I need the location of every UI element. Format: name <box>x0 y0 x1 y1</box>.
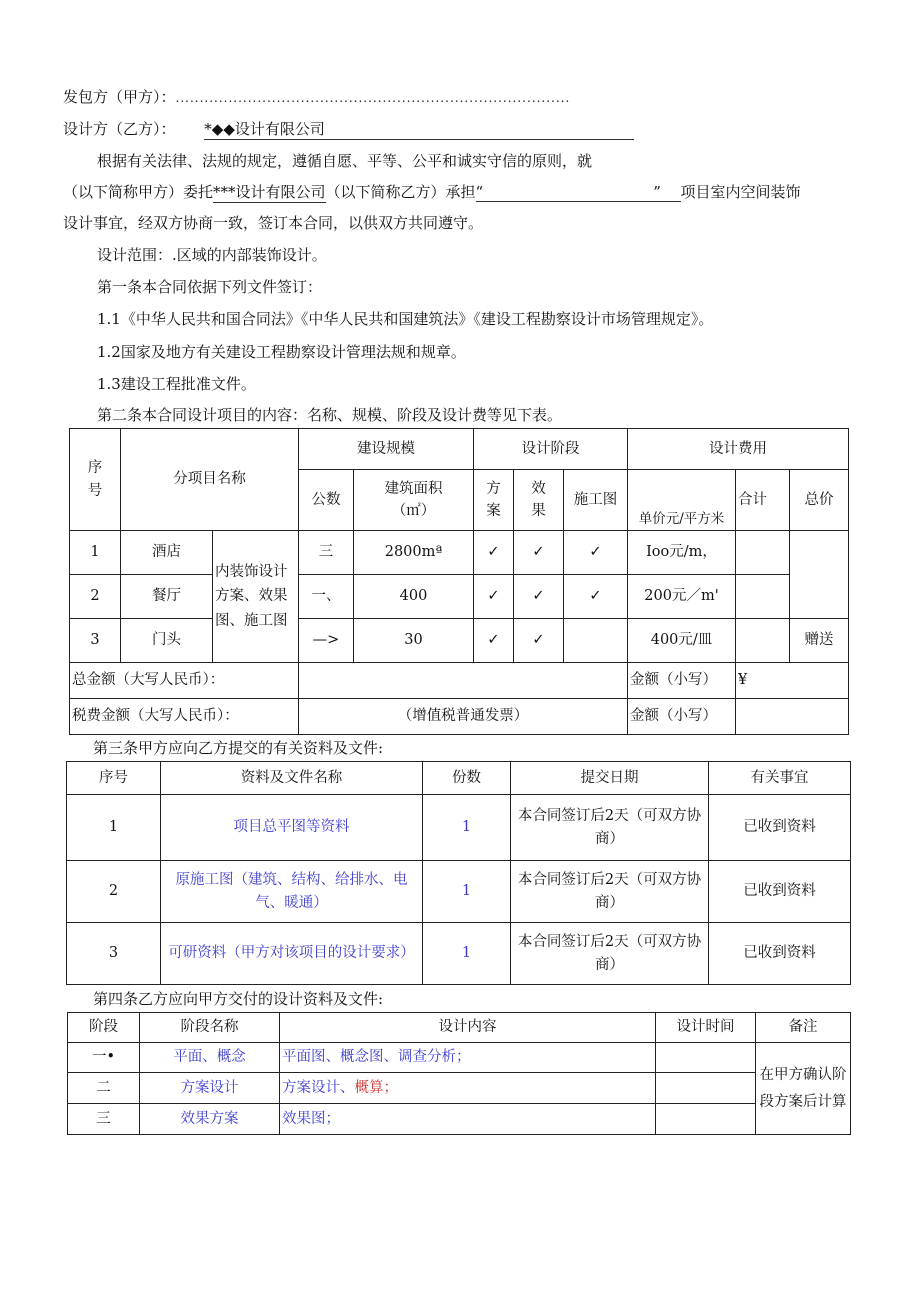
intro-line-2b: （以下简称乙方）承担 <box>325 183 476 201</box>
row-note: 已收到资料 <box>709 795 851 861</box>
row-date: 本合同签订后2天（可双方协商） <box>511 861 709 923</box>
th-stage-name: 阶段名称 <box>140 1013 280 1043</box>
th-time: 设计时间 <box>656 1013 756 1043</box>
check-icon: ✓ <box>514 531 564 575</box>
table-row <box>67 795 851 861</box>
row-stage: 三 <box>68 1104 140 1135</box>
intro-line-2 <box>63 181 801 203</box>
th-stage: 设计阶段 <box>474 429 628 470</box>
row-sum <box>736 619 790 663</box>
row-count: —> <box>299 619 354 663</box>
th-area: 建筑面积（㎡） <box>354 470 474 531</box>
th-note: 有关事宜 <box>709 762 851 795</box>
article-1-3: 1.3建设工程批准文件。 <box>97 375 256 393</box>
row-area: 30 <box>354 619 474 663</box>
row-time <box>656 1104 756 1135</box>
party-b-label: 设计方（乙方）： <box>63 120 176 138</box>
row-unit: 400元/皿 <box>628 619 736 663</box>
tax-amount-label: 税费金额（大写人民币）： <box>70 699 299 735</box>
th-content: 设计内容 <box>280 1013 656 1043</box>
article-4-title: 第四条乙方应向甲方交付的设计资料及文件: <box>93 990 384 1008</box>
row-seq: 3 <box>70 619 121 663</box>
th-doc-name: 资料及文件名称 <box>161 762 423 795</box>
row-stage: 二 <box>68 1073 140 1104</box>
th-count: 公数 <box>299 470 354 531</box>
row-time <box>656 1043 756 1073</box>
row-note: 已收到资料 <box>709 923 851 985</box>
design-scope: 设计范围：.区域的内部装饰设计。 <box>97 246 327 264</box>
row-count: 一、 <box>299 575 354 619</box>
row-stage-name: 方案设计 <box>140 1073 280 1104</box>
article-1-2: 1.2国家及地方有关建设工程勘察设计管理法规和规章。 <box>97 343 466 361</box>
scope-text: 内装饰设计方案、效果图、施工图 <box>213 531 299 663</box>
party-a-blank: .................................................................................. <box>175 91 571 105</box>
table-row <box>68 1104 851 1135</box>
row-content: 平面图、概念图、调查分析； <box>280 1043 656 1073</box>
th-scale: 建设规模 <box>299 429 474 470</box>
intro-line-2c: 项目室内空间装饰 <box>680 183 801 201</box>
th-total: 总价 <box>790 470 849 531</box>
th-effect: 效果 <box>514 470 564 531</box>
row-name: 门头 <box>121 619 213 663</box>
party-a-line <box>63 86 570 107</box>
table-row <box>70 619 849 663</box>
th-copies: 份数 <box>423 762 511 795</box>
check-icon: ✓ <box>564 531 628 575</box>
row-sum <box>736 531 790 575</box>
row-seq: 1 <box>70 531 121 575</box>
project-name-blank: “ ” <box>476 183 681 202</box>
row-construct <box>564 619 628 663</box>
check-icon: ✓ <box>474 619 514 663</box>
th-remark: 备注 <box>756 1013 851 1043</box>
row-sum <box>736 575 790 619</box>
th-seq: 序号 <box>70 429 121 531</box>
row-count: 三 <box>299 531 354 575</box>
table-row <box>70 575 849 619</box>
row-name: 餐厅 <box>121 575 213 619</box>
row-copies: 1 <box>423 861 511 923</box>
article-1-1: 1.1《中华人民共和国合同法》《中华人民共和国建筑法》《建设工程勘察设计市场管理规定》。 <box>97 310 714 328</box>
row-doc-name: 可研资料（甲方对该项目的设计要求） <box>161 923 423 985</box>
article-1-title: 第一条本合同依据下列文件签订： <box>97 278 323 296</box>
party-b-deliverables-table <box>67 1012 851 1135</box>
row-note: 已收到资料 <box>709 861 851 923</box>
row-seq: 3 <box>67 923 161 985</box>
row-stage-name: 效果方案 <box>140 1104 280 1135</box>
row-seq: 2 <box>70 575 121 619</box>
row-time <box>656 1073 756 1104</box>
row-date: 本合同签订后2天（可双方协商） <box>511 923 709 985</box>
th-sum: 合计 <box>736 470 790 531</box>
table-row <box>70 531 849 575</box>
row-seq: 2 <box>67 861 161 923</box>
intro-line-2a: （以下简称甲方）委托 <box>63 183 214 201</box>
row-unit: 200元／m' <box>628 575 736 619</box>
row-area: 400 <box>354 575 474 619</box>
row-content: 效果图； <box>280 1104 656 1135</box>
row-seq: 1 <box>67 795 161 861</box>
th-plan: 方案 <box>474 470 514 531</box>
th-date: 提交日期 <box>511 762 709 795</box>
row-stage-name: 平面、概念 <box>140 1043 280 1073</box>
party-b-value: *◆◆设计有限公司 <box>204 118 634 140</box>
th-stage: 阶段 <box>68 1013 140 1043</box>
table-row <box>68 1073 851 1104</box>
th-name: 分项目名称 <box>121 429 299 531</box>
row-copies: 1 <box>423 923 511 985</box>
check-icon: ✓ <box>474 575 514 619</box>
party-b-line <box>63 118 634 140</box>
tax-small-value <box>736 699 849 735</box>
total-amount-label: 总金额（大写人民币）： <box>70 663 299 699</box>
row-name: 酒店 <box>121 531 213 575</box>
article-2-title: 第二条本合同设计项目的内容：名称、规模、阶段及设计费等见下表。 <box>97 406 563 424</box>
contractor-company: ***设计有限公司 <box>213 183 326 201</box>
intro-line-1: 根据有关法律、法规的规定，遵循自愿、平等、公平和诚实守信的原则，就 <box>97 152 593 170</box>
party-a-documents-table <box>66 761 851 985</box>
th-unit: 单价元/平方米 <box>628 470 736 531</box>
row-total: 赠送 <box>790 619 849 663</box>
row-date: 本合同签订后2天（可双方协商） <box>511 795 709 861</box>
th-seq: 序号 <box>67 762 161 795</box>
row-stage: 一• <box>68 1043 140 1073</box>
article-3-title: 第三条甲方应向乙方提交的有关资料及文件: <box>93 739 384 757</box>
check-icon: ✓ <box>514 575 564 619</box>
yen-sign: ¥ <box>736 663 849 699</box>
check-icon: ✓ <box>564 575 628 619</box>
intro-line-3: 设计事宜，经双方协商一致，签订本合同，以供双方共同遵守。 <box>63 214 484 232</box>
table-row <box>67 923 851 985</box>
invoice-type: （增值税普通发票） <box>299 699 628 735</box>
amount-small-label: 金额（小写） <box>628 663 736 699</box>
design-fee-table <box>69 428 849 735</box>
row-area: 2800mª <box>354 531 474 575</box>
party-a-label: 发包方（甲方）： <box>63 88 176 106</box>
th-construct: 施工图 <box>564 470 628 531</box>
check-icon: ✓ <box>474 531 514 575</box>
row-unit: Ioo元/m， <box>628 531 736 575</box>
check-icon: ✓ <box>514 619 564 663</box>
row-doc-name: 原施工图（建筑、结构、给排水、电气、暖通） <box>161 861 423 923</box>
row-content: 方案设计、概算； <box>280 1073 656 1104</box>
table-row <box>67 861 851 923</box>
total-amount-value <box>299 663 628 699</box>
row-total <box>790 531 849 619</box>
row-doc-name: 项目总平图等资料 <box>161 795 423 861</box>
row-copies: 1 <box>423 795 511 861</box>
remark: 在甲方确认阶段方案后计算 <box>756 1043 851 1135</box>
th-fee: 设计费用 <box>628 429 849 470</box>
table-row <box>68 1043 851 1073</box>
amount-small-label-2: 金额（小写） <box>628 699 736 735</box>
